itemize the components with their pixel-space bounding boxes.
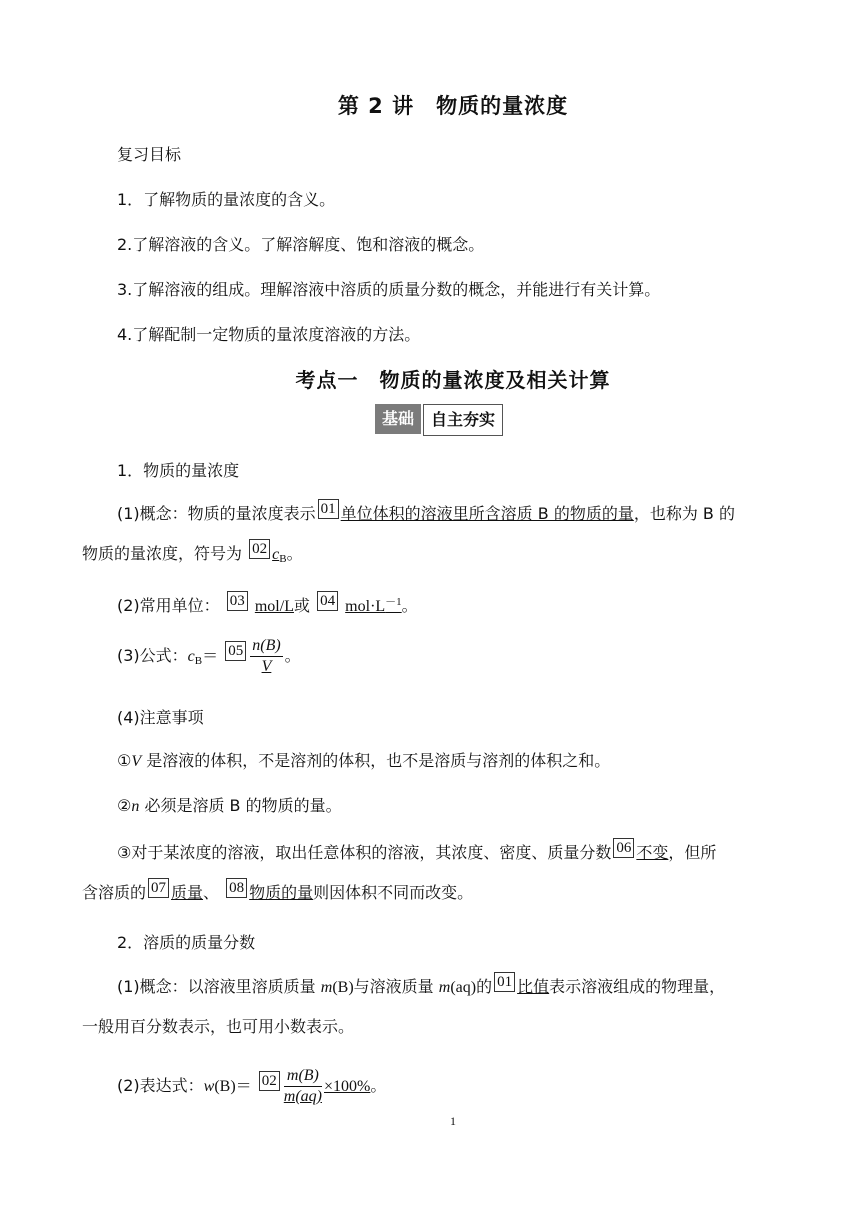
fraction-numerator: n(B)	[250, 636, 282, 657]
answer-unit-2	[345, 598, 402, 615]
text: 的	[476, 977, 493, 996]
text: 必须是溶质 B 的物质的量。	[144, 796, 342, 815]
formula-fraction	[250, 636, 282, 677]
answer-number: 02	[249, 539, 270, 559]
section-heading: 考点一 物质的量浓度及相关计算	[295, 368, 611, 392]
text: 物质的量浓度，符号为	[82, 544, 243, 563]
formula-c: c	[187, 648, 195, 665]
answer-text: 质量	[171, 883, 204, 902]
lesson-title: 第 2 讲 物质的量浓度	[337, 94, 569, 118]
text: 。	[286, 544, 303, 563]
answer-text: 单位体积的溶液里所含溶质 B 的物质的量	[340, 504, 634, 523]
review-heading: 复习目标	[117, 145, 182, 164]
part1-concept	[82, 494, 782, 574]
unit-2-base: mol·L	[345, 598, 386, 615]
text: (3)公式：	[117, 646, 188, 665]
text: 是溶液的体积，不是溶剂的体积，也不是溶质与溶剂的体积之和。	[146, 751, 611, 770]
text: 一般用百分数表示，也可用小数表示。	[82, 1017, 355, 1036]
notes-heading: (4)注意事项	[117, 708, 204, 727]
var-v: V	[131, 753, 142, 770]
badge-basic: 基础	[375, 404, 421, 434]
answer-text: 物质的量	[249, 883, 314, 902]
var-n: n	[131, 798, 140, 815]
text: 。	[370, 1076, 387, 1095]
part2-concept	[82, 967, 782, 1047]
answer-number: 03	[227, 591, 248, 611]
text: 与溶液质量	[353, 977, 434, 996]
text: 或	[293, 596, 310, 615]
text: 则因体积不同而改变。	[313, 883, 474, 902]
text: ，但所	[668, 843, 717, 862]
text: 表示溶液组成的物理量，	[549, 977, 726, 996]
part1-formula	[117, 636, 301, 677]
part2-heading: 2．溶质的质量分数	[117, 933, 256, 952]
answer-number: 05	[225, 641, 246, 661]
expression-fraction	[284, 1066, 322, 1107]
answer-number: 02	[259, 1071, 280, 1091]
var-arg: (aq)	[450, 979, 477, 996]
note-3	[82, 833, 782, 913]
text: 。	[284, 646, 301, 665]
review-item-1: 1．了解物质的量浓度的含义。	[117, 190, 336, 209]
text: ①	[117, 751, 132, 770]
text: ②	[117, 796, 132, 815]
text: (2)表达式：	[117, 1076, 204, 1095]
answer-number: 01	[494, 972, 515, 992]
text: (1)概念：以溶液里溶质质量	[117, 977, 316, 996]
answer-number: 04	[317, 591, 338, 611]
answer-text: 不变	[636, 843, 669, 862]
text: 含溶质的	[82, 883, 147, 902]
var-arg: (B)	[332, 979, 354, 996]
badge-self-study: 自主夯实	[423, 404, 503, 436]
symbol-sub: B	[279, 553, 287, 565]
answer-number: 06	[613, 838, 634, 858]
unit-2-exponent: －1	[385, 596, 402, 608]
fraction-denominator: V	[261, 658, 272, 675]
answer-symbol	[272, 544, 286, 563]
times-100-percent: ×100%	[324, 1078, 371, 1095]
part1-heading: 1．物质的量浓度	[117, 461, 240, 480]
fraction-denominator: m(aq)	[283, 1088, 322, 1105]
text: ，也称为 B 的	[633, 504, 735, 523]
var-m: m	[320, 979, 333, 996]
answer-text: 比值	[517, 977, 550, 996]
answer-number: 01	[318, 499, 339, 519]
text: 。	[401, 596, 418, 615]
review-item-3: 3.了解溶液的组成。理解溶液中溶质的质量分数的概念，并能进行有关计算。	[117, 280, 661, 299]
answer-unit-1: mol/L	[254, 598, 294, 615]
text: 、	[203, 883, 220, 902]
var-m: m	[438, 979, 451, 996]
text: ③对于某浓度的溶液，取出任意体积的溶液，其浓度、密度、质量分数	[117, 843, 612, 862]
answer-number: 08	[226, 878, 247, 898]
formula-sub: B	[194, 655, 203, 667]
text: (2)常用单位：	[117, 596, 220, 615]
review-item-2: 2.了解溶液的含义。了解溶解度、饱和溶液的概念。	[117, 235, 485, 254]
var-w: w	[203, 1078, 215, 1095]
var-arg: (B)＝	[214, 1078, 252, 1095]
note-1	[117, 748, 610, 771]
part2-expression	[117, 1066, 386, 1107]
part1-units	[117, 591, 418, 616]
symbol-c: c	[272, 546, 280, 563]
section-badge	[375, 404, 503, 436]
review-item-4: 4.了解配制一定物质的量浓度溶液的方法。	[117, 325, 421, 344]
fraction-numerator: m(B)	[284, 1066, 322, 1087]
answer-number: 07	[148, 878, 169, 898]
note-2	[117, 793, 342, 816]
formula-eq: ＝	[202, 648, 219, 665]
page-number: 1	[450, 1114, 456, 1128]
text: (1)概念：物质的量浓度表示	[117, 504, 316, 523]
